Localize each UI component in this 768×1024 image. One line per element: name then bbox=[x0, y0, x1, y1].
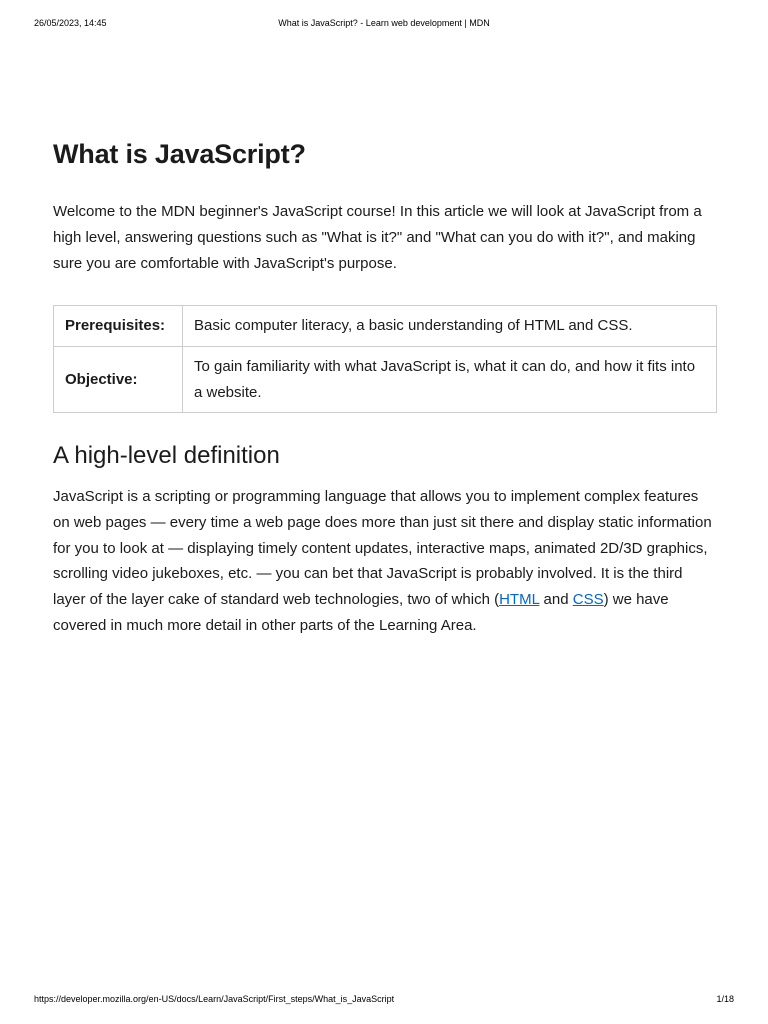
page-number: 1/18 bbox=[716, 994, 734, 1004]
prerequisites-value: Basic computer literacy, a basic understanding of HTML and CSS. bbox=[183, 306, 717, 347]
definition-text-and: and bbox=[539, 591, 573, 609]
objective-value: To gain familiarity with what JavaScript is, what it can do, and how it fits into a website. bbox=[183, 347, 717, 413]
print-url: https://developer.mozilla.org/en-US/docs/Learn/JavaScript/First_steps/What_is_JavaScript bbox=[34, 994, 395, 1004]
objective-label: Objective: bbox=[54, 347, 183, 413]
prerequisites-table bbox=[53, 305, 717, 413]
print-footer bbox=[0, 994, 768, 1006]
table-row bbox=[54, 306, 717, 347]
print-header bbox=[0, 18, 768, 30]
section-heading: A high-level definition bbox=[53, 442, 280, 469]
page-title: What is JavaScript? bbox=[53, 139, 306, 169]
print-page-title: What is JavaScript? - Learn web development | MDN bbox=[278, 18, 490, 28]
table-row bbox=[54, 347, 717, 413]
html-link[interactable]: HTML bbox=[499, 591, 540, 609]
intro-paragraph: Welcome to the MDN beginner's JavaScript course! In this article we will look at JavaScript from a high level, answering questions such as "What is it?" and "What can you do with it?", and making sure you are comfortable with JavaScript's purpose. bbox=[53, 203, 702, 272]
definition-text-before: JavaScript is a scripting or programming language that allows you to implement complex features on web pages — every time a web page does more than just sit there and display static information for you to look at — displaying timely content updates, interactive maps, animated 2D/3D graphics, scrolling video jukeboxes, etc. — you can bet that JavaScript is probably involved. It is the third layer of the layer cake of standard web technologies, two of which ( bbox=[53, 488, 712, 609]
definition-text-after: ) we have covered in much more detail in other parts of the Learning Area. bbox=[53, 591, 669, 634]
definition-paragraph bbox=[53, 484, 717, 639]
prerequisites-label: Prerequisites: bbox=[54, 306, 183, 347]
print-datetime: 26/05/2023, 14:45 bbox=[34, 18, 107, 28]
css-link[interactable]: CSS bbox=[572, 591, 604, 609]
